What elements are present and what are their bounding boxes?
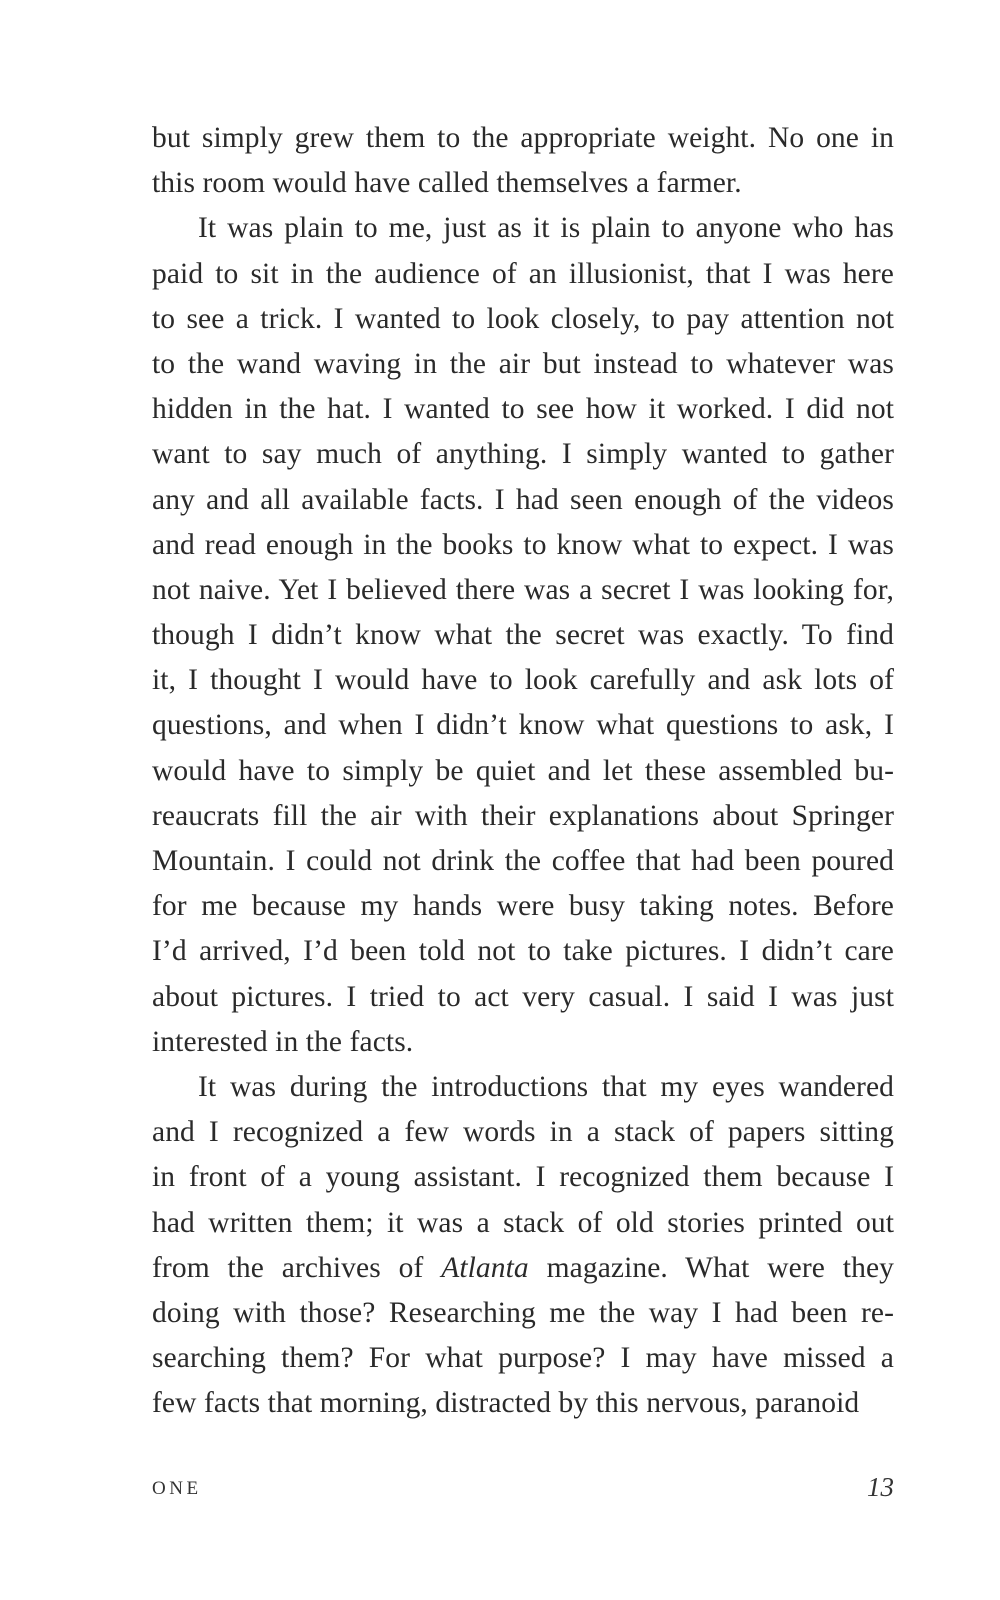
text-segment: hidden in the hat. I wanted to see how it worked. I did not <box>152 393 894 426</box>
paragraph <box>152 206 894 1065</box>
text-line <box>152 1246 894 1291</box>
text-line <box>152 929 894 974</box>
text-line <box>152 1381 894 1426</box>
text-line <box>152 1291 894 1336</box>
text-segment: and read enough in the books to know what to expect. I was <box>152 528 894 561</box>
text-line <box>152 478 894 523</box>
text-segment: in front of a young assistant. I recognized them because I <box>152 1161 894 1194</box>
text-line <box>152 1336 894 1381</box>
text-line <box>152 613 894 658</box>
text-line <box>152 749 894 794</box>
text-segment: to the wand waving in the air but instead to whatever was <box>152 347 894 380</box>
text-line <box>152 161 894 206</box>
text-line <box>152 1020 894 1065</box>
text-line <box>152 432 894 477</box>
text-line <box>152 568 894 613</box>
text-segment: from the archives of <box>152 1251 442 1284</box>
text-segment: searching them? For what purpose? I may have missed a <box>152 1342 894 1375</box>
text-segment: would have to simply be quiet and let these assembled bu- <box>152 754 894 787</box>
body-text <box>152 116 894 1426</box>
text-line <box>152 252 894 297</box>
text-line <box>152 387 894 432</box>
text-line <box>152 206 894 251</box>
text-segment: I’d arrived, I’d been told not to take pictures. I didn’t care <box>152 935 894 968</box>
text-segment: to see a trick. I wanted to look closely, to pay attention not <box>152 302 894 335</box>
text-segment: Mountain. I could not drink the coffee that had been poured <box>152 845 894 877</box>
text-line <box>152 1155 894 1200</box>
page-number: 13 <box>867 1472 894 1502</box>
text-segment: doing with those? Researching me the way I had been re- <box>152 1296 894 1329</box>
text-segment: few facts that morning, distracted by this nervous, paranoid <box>152 1387 860 1420</box>
text-line <box>152 1065 894 1110</box>
text-line <box>152 342 894 387</box>
text-segment: though I didn’t know what the secret was exactly. To find <box>152 619 894 652</box>
running-footer-section: ONE <box>152 1478 202 1499</box>
text-segment: reaucrats fill the air with their explanations about Springer <box>152 799 894 832</box>
text-segment: it, I thought I would have to look carefully and ask lots of <box>152 664 894 697</box>
text-line <box>152 1110 894 1155</box>
italic-title: Atlanta <box>441 1251 529 1284</box>
text-line <box>152 658 894 703</box>
text-line <box>152 839 894 884</box>
text-segment: not naive. Yet I believed there was a secret I was looking for, <box>152 573 894 606</box>
text-segment: but simply grew them to the appropriate weight. No one in <box>152 122 894 154</box>
text-line <box>152 975 894 1020</box>
text-segment: interested in the facts. <box>152 1025 414 1058</box>
text-segment: magazine. What were they <box>528 1251 894 1284</box>
text-segment: It was during the introductions that my eyes wandered <box>198 1070 894 1103</box>
text-segment: questions, and when I didn’t know what questions to ask, I <box>152 709 894 742</box>
text-line <box>152 703 894 748</box>
text-line <box>152 884 894 929</box>
text-line <box>152 523 894 568</box>
paragraph <box>152 1065 894 1427</box>
text-segment: It was plain to me, just as it is plain to anyone who has <box>198 212 894 245</box>
text-line <box>152 794 894 839</box>
text-segment: about pictures. I tried to act very casual. I said I was just <box>152 980 894 1013</box>
text-segment: had written them; it was a stack of old stories printed out <box>152 1206 894 1239</box>
text-line <box>152 116 894 161</box>
text-segment: want to say much of anything. I simply wanted to gather <box>152 438 894 471</box>
text-segment: and I recognized a few words in a stack of papers sitting <box>152 1116 894 1149</box>
text-segment: for me because my hands were busy taking notes. Before <box>152 890 894 923</box>
text-segment: paid to sit in the audience of an illusionist, that I was here <box>152 257 894 290</box>
text-segment: this room would have called themselves a farmer. <box>152 167 742 200</box>
text-line <box>152 1201 894 1246</box>
text-segment: any and all available facts. I had seen enough of the videos <box>152 483 894 516</box>
text-line <box>152 297 894 342</box>
paragraph <box>152 116 894 206</box>
